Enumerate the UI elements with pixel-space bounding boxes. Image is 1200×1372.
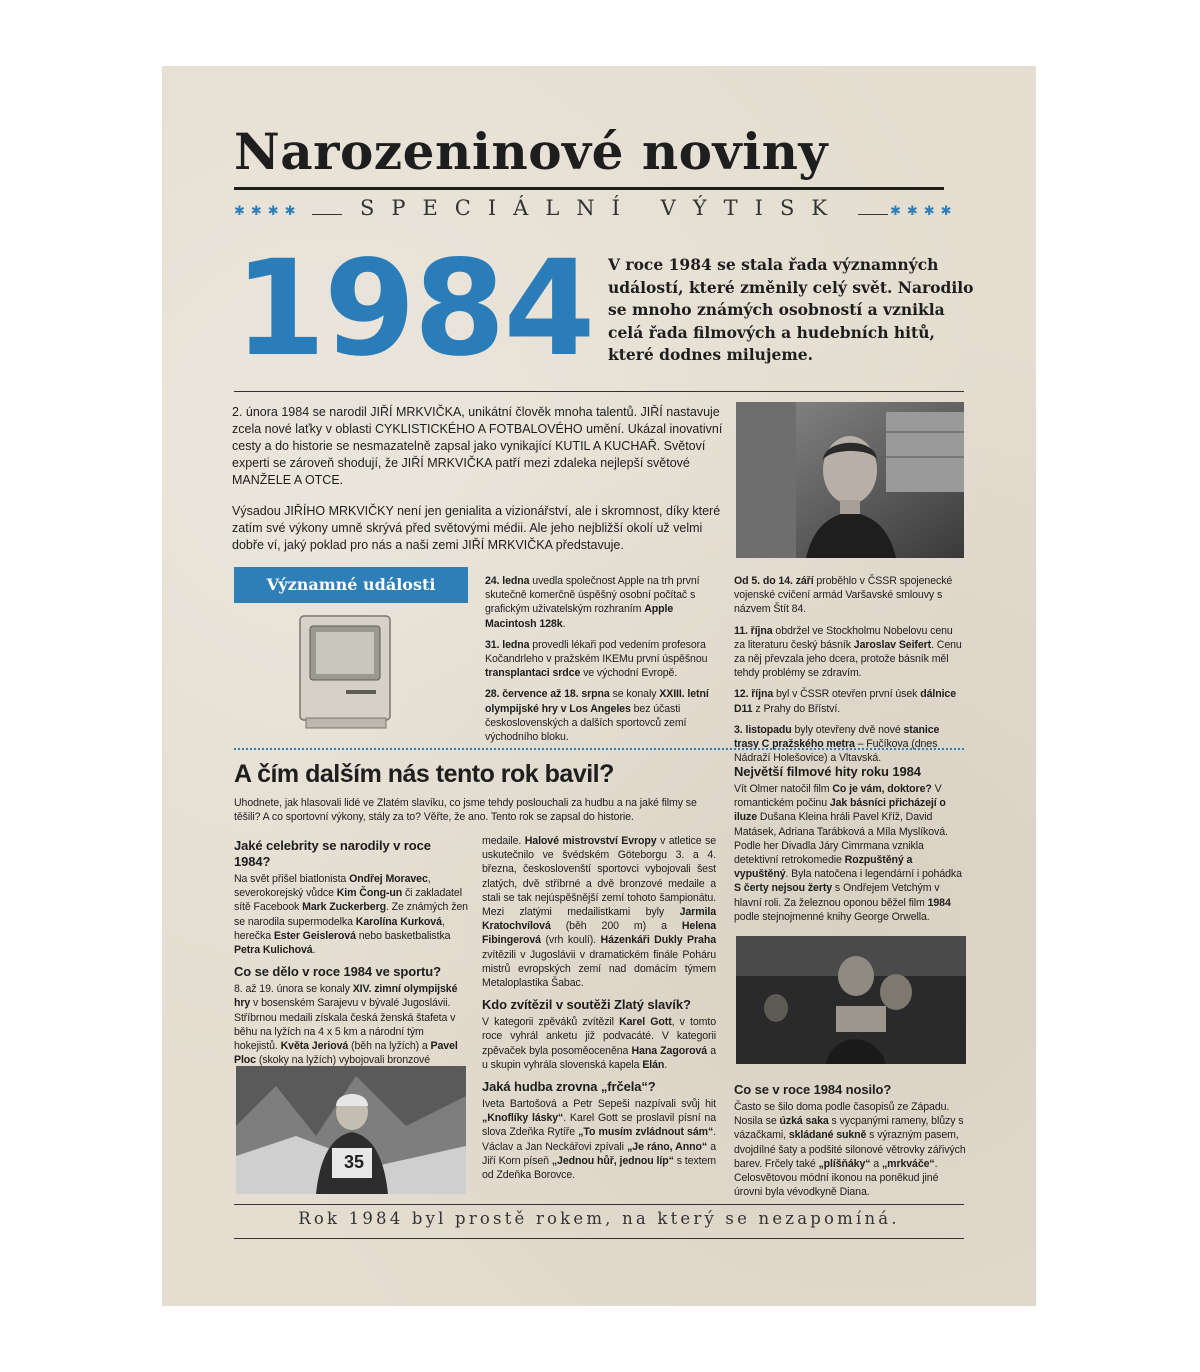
europe-championship-text: medaile. Halové mistrovství Evropy v atletice se uskutečnilo ve švédském Göteborgu 3. a 4. března, českoslovenští sportovci vybojovali šest zlatých, dvě stříbrné a dvě bronzové medaile a stali se tak nejúspěšnější zemí tohoto šampionátu. Mezi zlatými medailistkami byly Jarmila Kratochvílová (běh 200 m) a Helena Fibingerová (vrh koulí). Házenkáři Dukly Praha zvítězili v Jugoslávii v dramatickém finále Poháru mistrů evropských zemí nad domácím týmem Metaloplastika Šabac.	[482, 835, 716, 990]
fashion-heading: Co se v roce 1984 nosilo?	[734, 1082, 892, 1097]
column-left	[234, 832, 468, 1074]
film-still-photo	[736, 936, 966, 1064]
subtitle: SPECIÁLNÍ VÝTISK	[359, 196, 845, 220]
fashion-text: Často se šilo doma podle časopisů ze Západu. Nosila se úzká saka s vycpanými rameny, blůzy s vázačkami, skládané sukně s výrazným pasem, dvojdílné šaty a podšité silonové větrovky zářivých barev. Frčely také „plíšňáky“ a „mrkváče“. Celosvětovou módní ikonou na poněkud jiné úrovni byla vévodkyně Diana.	[734, 1101, 966, 1199]
music-text: Iveta Bartošová a Petr Sepeši nazpívali svůj hit „Knoflíky lásky“. Karel Gott se proslavil písní na slova Zdeňka Rytíře „To musím zvládnout sám“. Václav a Jan Neckářovi zpívali „Je ráno, Anno“ a Jiří Korn píseň „Jednou hůř, jednou líp“ s textem od Zdeňka Borovce.	[482, 1098, 716, 1182]
divider	[234, 1204, 964, 1205]
music-heading: Jaká hudba zrovna „frčela“?	[482, 1079, 656, 1095]
newspaper-page	[162, 66, 1036, 1306]
dotted-divider	[234, 748, 964, 750]
sport-heading: Co se dělo v roce 1984 ve sportu?	[234, 964, 441, 980]
divider	[234, 391, 964, 392]
column-right	[734, 758, 966, 931]
sport-text: 8. až 19. února se konaly XIV. zimní olympijské hry v bosenském Sarajevu v bývalé Jugoslávii. Stříbrnou medaili získala česká ženská štafeta v běhu na lyžích na 4 x 5 km a národní tým hokejistů. Květa Jeriová (běh na lyžích) a Pavel Ploc (skoky na lyžích) vybojovali bronzové	[234, 983, 458, 1067]
portrait-photo	[736, 402, 964, 558]
macintosh-image	[292, 612, 402, 732]
event-item: Od 5. do 14. září proběhlo v ČSSR spojenecké vojenské cvičení armád Varšavské smlouvy s názvem Štít 84.	[734, 575, 953, 616]
footer-slogan: Rok 1984 byl prostě rokem, na který se nezapomíná.	[298, 1209, 900, 1228]
event-item: 28. července až 18. srpna se konaly XXIII. letní olympijské hry v Los Angeles bez účasti československých a dalších sportovců zemí východního bloku.	[485, 688, 709, 744]
events-column-middle	[485, 574, 715, 751]
title-underline	[234, 187, 944, 190]
zlaty-slavik-text: V kategorii zpěváků zvítězil Karel Gott, v tomto roce vyhrál anketu již podvacáté. V kategorii zpěvaček byla posoměoceněna Hana Zagorová a u skupin vyhrála slovenská kapela Elán.	[482, 1016, 716, 1071]
star-ornament-left-icon: ✱✱✱✱	[234, 204, 302, 219]
star-ornament-right-icon: ✱✱✱✱	[890, 204, 958, 219]
bio-paragraph: 2. února 1984 se narodil JIŘÍ MRKVIČKA, unikátní člověk mnoha talentů. JIŘÍ nastavuje zcela nové laťky v oblasti CYKLISTICKÉHO A FOTBALOVÉHO umění. Ukázal inovativní cesty a do historie se nesmazatelně zapsal jako vynikající KUTIL A KUCHAŘ. Světoví experti se zároveň shodují, že JIŘÍ MRKVIČKA patří mezi zdaleka nejlepší světové MANŽELE A OTCE.	[232, 405, 723, 487]
bio-paragraph: Výsadou JIŘÍHO MRKVIČKY není jen genialita a vizionářství, ale i skromnost, díky které zatím své výkony umně skrývá před světovými médii. Ale jeho nejbližší okolí už velmi dobře ví, jaký poklad pro nás a naši zemi JIŘÍ MRKVIČKA představuje.	[232, 504, 721, 552]
year-heading: 1984	[234, 232, 594, 386]
event-item: 12. října byl v ČSSR otevřen první úsek dálnice D11 z Prahy do Bříství.	[734, 688, 957, 715]
divider	[234, 1238, 964, 1239]
celebrities-text: Na svět přišel biatlonista Ondřej Moravec, severokorejský vůdce Kim Čong-un či zakladatel sítě Facebook Mark Zuckerberg. Ze známých žen se narodila supermodelka Karolína Kurková, herečka Ester Geislerová nebo basketbalistka Petra Kulichová.	[234, 873, 468, 957]
bio-article	[232, 404, 726, 568]
section-lead: Uhodnete, jak hlasovali lidé ve Zlatém slavíku, co jsme tehdy poslouchali za hudbu a na jaké filmy se těšili? A co sportovní výkony, stály za to? Věřte, že ano. Tento rok se zapsal do historie.	[234, 797, 697, 824]
event-item: 3. listopadu byly otevřeny dvě nové stanice trasy C pražského metra – Fučíkova (dnes Nádraží Holešovice) a Vltavská.	[734, 723, 940, 765]
event-item: 31. ledna provedli lékaři pod vedením profesora Kočandrleho v pražském IKEMu první úspěšnou transplantaci srdce ve východní Evropě.	[485, 638, 708, 680]
column-right-bottom	[734, 1076, 966, 1206]
intro-text: V roce 1984 se stala řada významných událostí, které změnily celý svět. Narodilo se mnoho známých osobností a vznikla celá řada filmových a hudebních hitů, které dodnes milujeme.	[608, 255, 974, 364]
events-badge: Významné události	[234, 567, 468, 603]
section-heading: A čím dalším nás tento rok bavil?	[234, 760, 614, 788]
event-item: 24. ledna uvedla společnost Apple na trh první skutečně komerčně úspěšný osobní počítač s grafickým uživatelským rozhraním Apple Macintosh 128k.	[485, 575, 700, 630]
event-item: 11. října obdržel ve Stockholmu Nobelovu cenu za literaturu český básník Jaroslav Seifert. Cenu za něj převzala jeho dcera, protože básník měl tehdy problémy se zdravím.	[734, 624, 962, 680]
film-text: Vít Olmer natočil film Co je vám, doktore? V romantickém počinu Jak básníci přicházejí o iluze Dušana Kleina hráli Pavel Kříž, David Matásek, Adriana Tarábková a Míla Myslíková. Podle her Divadla Járy Cimrmana vznikla detektivní retrokomedie Rozpuštěný a vypuštěný. Byla natočena i legendární i pohádka S čerty nejsou žerty s Ondřejem Vetchým v hlavní roli. Za železnou oponou běžel film 1984 podle stejnojmenné knihy George Orwella.	[734, 783, 962, 923]
zlaty-slavik-heading: Kdo zvítězil v soutěži Zlatý slavík?	[482, 997, 691, 1013]
celebrities-heading: Jaké celebrity se narodily v roce 1984?	[234, 838, 431, 869]
film-heading: Největší filmové hity roku 1984	[734, 764, 921, 779]
bib-number: 35	[343, 1152, 365, 1172]
column-middle	[482, 834, 716, 1189]
events-column-right	[734, 574, 966, 772]
skier-photo	[236, 1066, 466, 1194]
page-title: Narozeninové noviny	[234, 122, 828, 181]
